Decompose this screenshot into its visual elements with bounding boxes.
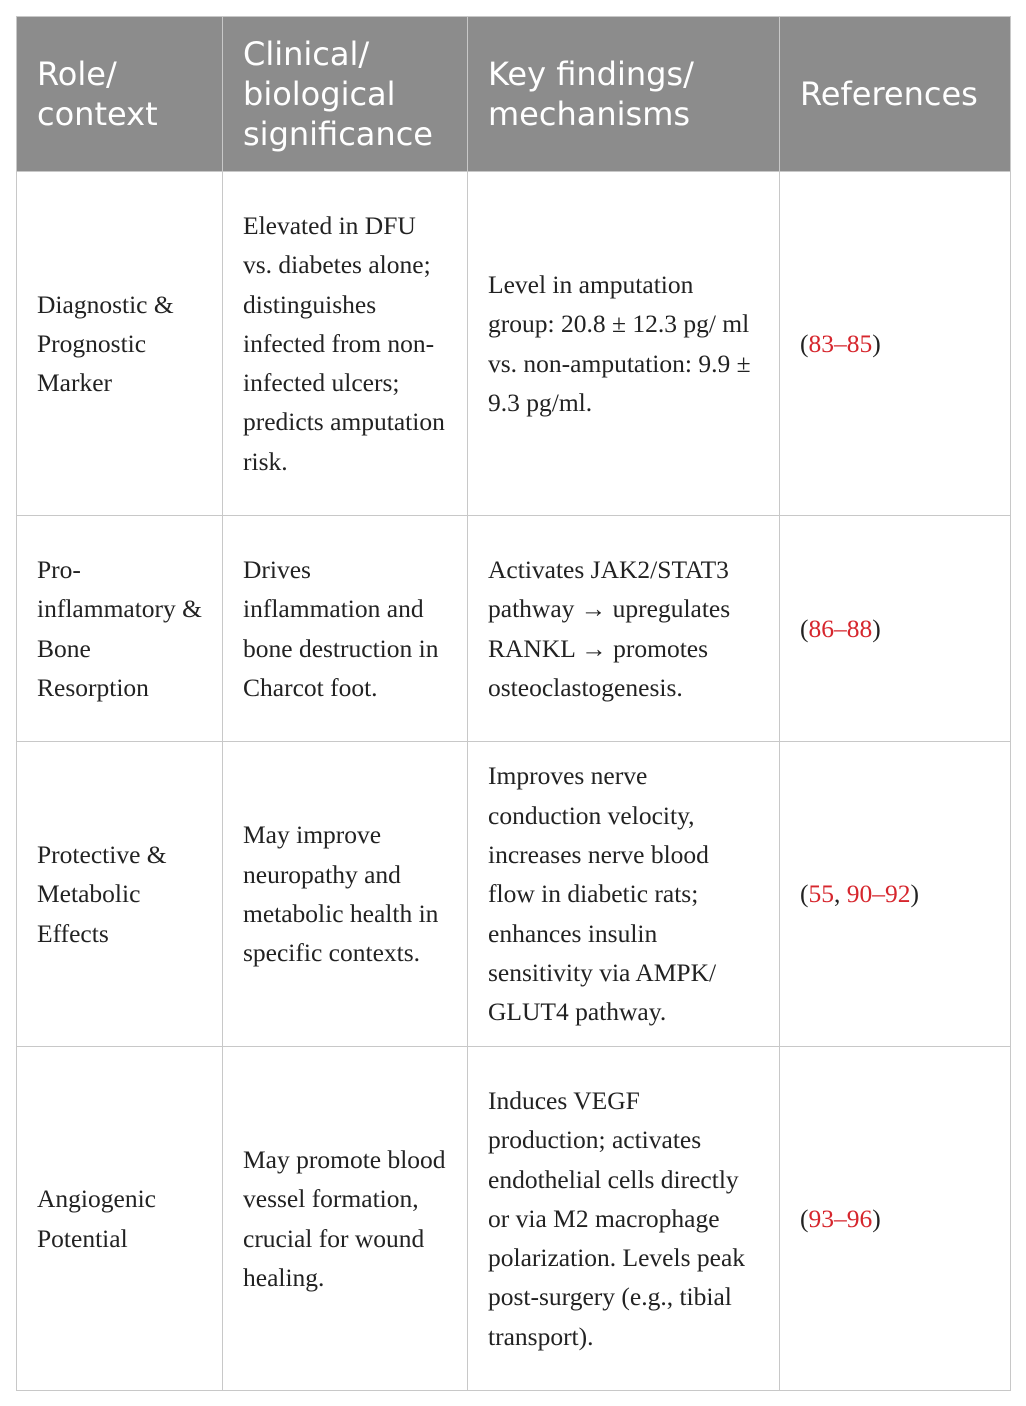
header-clinical-significance: Clinical/ biological significance [223, 17, 468, 172]
findings-cell: Improves nerve conduction velocity, increases nerve blood flow in diabetic rats; enhances insulin sensitivity via AMPK/ GLUT4 pathway. [468, 742, 780, 1047]
ref-open-paren: ( [800, 879, 809, 909]
ref-open-paren: ( [800, 613, 809, 643]
header-row [17, 17, 1011, 172]
table-row [17, 172, 1011, 516]
significance-cell: Elevated in DFU vs. diabetes alone; distinguishes infected from non-infected ulcers; predicts amputation risk. [223, 172, 468, 516]
reference-link[interactable]: 83–85 [808, 328, 873, 358]
ref-close-paren: ) [910, 879, 919, 909]
table-body [17, 172, 1011, 1391]
references-cell [780, 516, 1011, 742]
header-role-context: Role/ context [17, 17, 223, 172]
role-cell: Diagnostic & Prognostic Marker [17, 172, 223, 516]
header-references: References [780, 17, 1011, 172]
table-row [17, 516, 1011, 742]
table-header [17, 17, 1011, 172]
references-cell [780, 742, 1011, 1047]
ref-close-paren: ) [872, 1203, 881, 1233]
table-row [17, 742, 1011, 1047]
ref-open-paren: ( [800, 1203, 809, 1233]
significance-cell: May promote blood vessel formation, crucial for wound healing. [223, 1047, 468, 1391]
references-cell [780, 1047, 1011, 1391]
reference-link[interactable]: 55 [808, 879, 834, 909]
significance-cell: Drives inflammation and bone destruction in Charcot foot. [223, 516, 468, 742]
references-cell [780, 172, 1011, 516]
findings-cell: Level in amputation group: 20.8 ± 12.3 pg/ ml vs. non-amputation: 9.9 ± 9.3 pg/ml. [468, 172, 780, 516]
ref-open-paren: ( [800, 328, 809, 358]
reference-link[interactable]: 90–92 [846, 879, 911, 909]
significance-cell: May improve neuropathy and metabolic health in specific contexts. [223, 742, 468, 1047]
ref-close-paren: ) [872, 613, 881, 643]
findings-cell: Activates JAK2/STAT3 pathway → upregulates RANKL → promotes osteoclastogenesis. [468, 516, 780, 742]
role-cell: Pro-inflammatory & Bone Resorption [17, 516, 223, 742]
findings-cell: Induces VEGF production; activates endothelial cells directly or via M2 macrophage polarization. Levels peak post-surgery (e.g., tibial transport). [468, 1047, 780, 1391]
data-table [16, 16, 1011, 1391]
reference-link[interactable]: 93–96 [808, 1203, 873, 1233]
role-cell: Protective & Metabolic Effects [17, 742, 223, 1047]
role-cell: Angiogenic Potential [17, 1047, 223, 1391]
ref-close-paren: ) [872, 328, 881, 358]
ref-separator: , [834, 879, 847, 909]
table-row [17, 1047, 1011, 1391]
header-key-findings: Key findings/ mechanisms [468, 17, 780, 172]
reference-link[interactable]: 86–88 [808, 613, 873, 643]
